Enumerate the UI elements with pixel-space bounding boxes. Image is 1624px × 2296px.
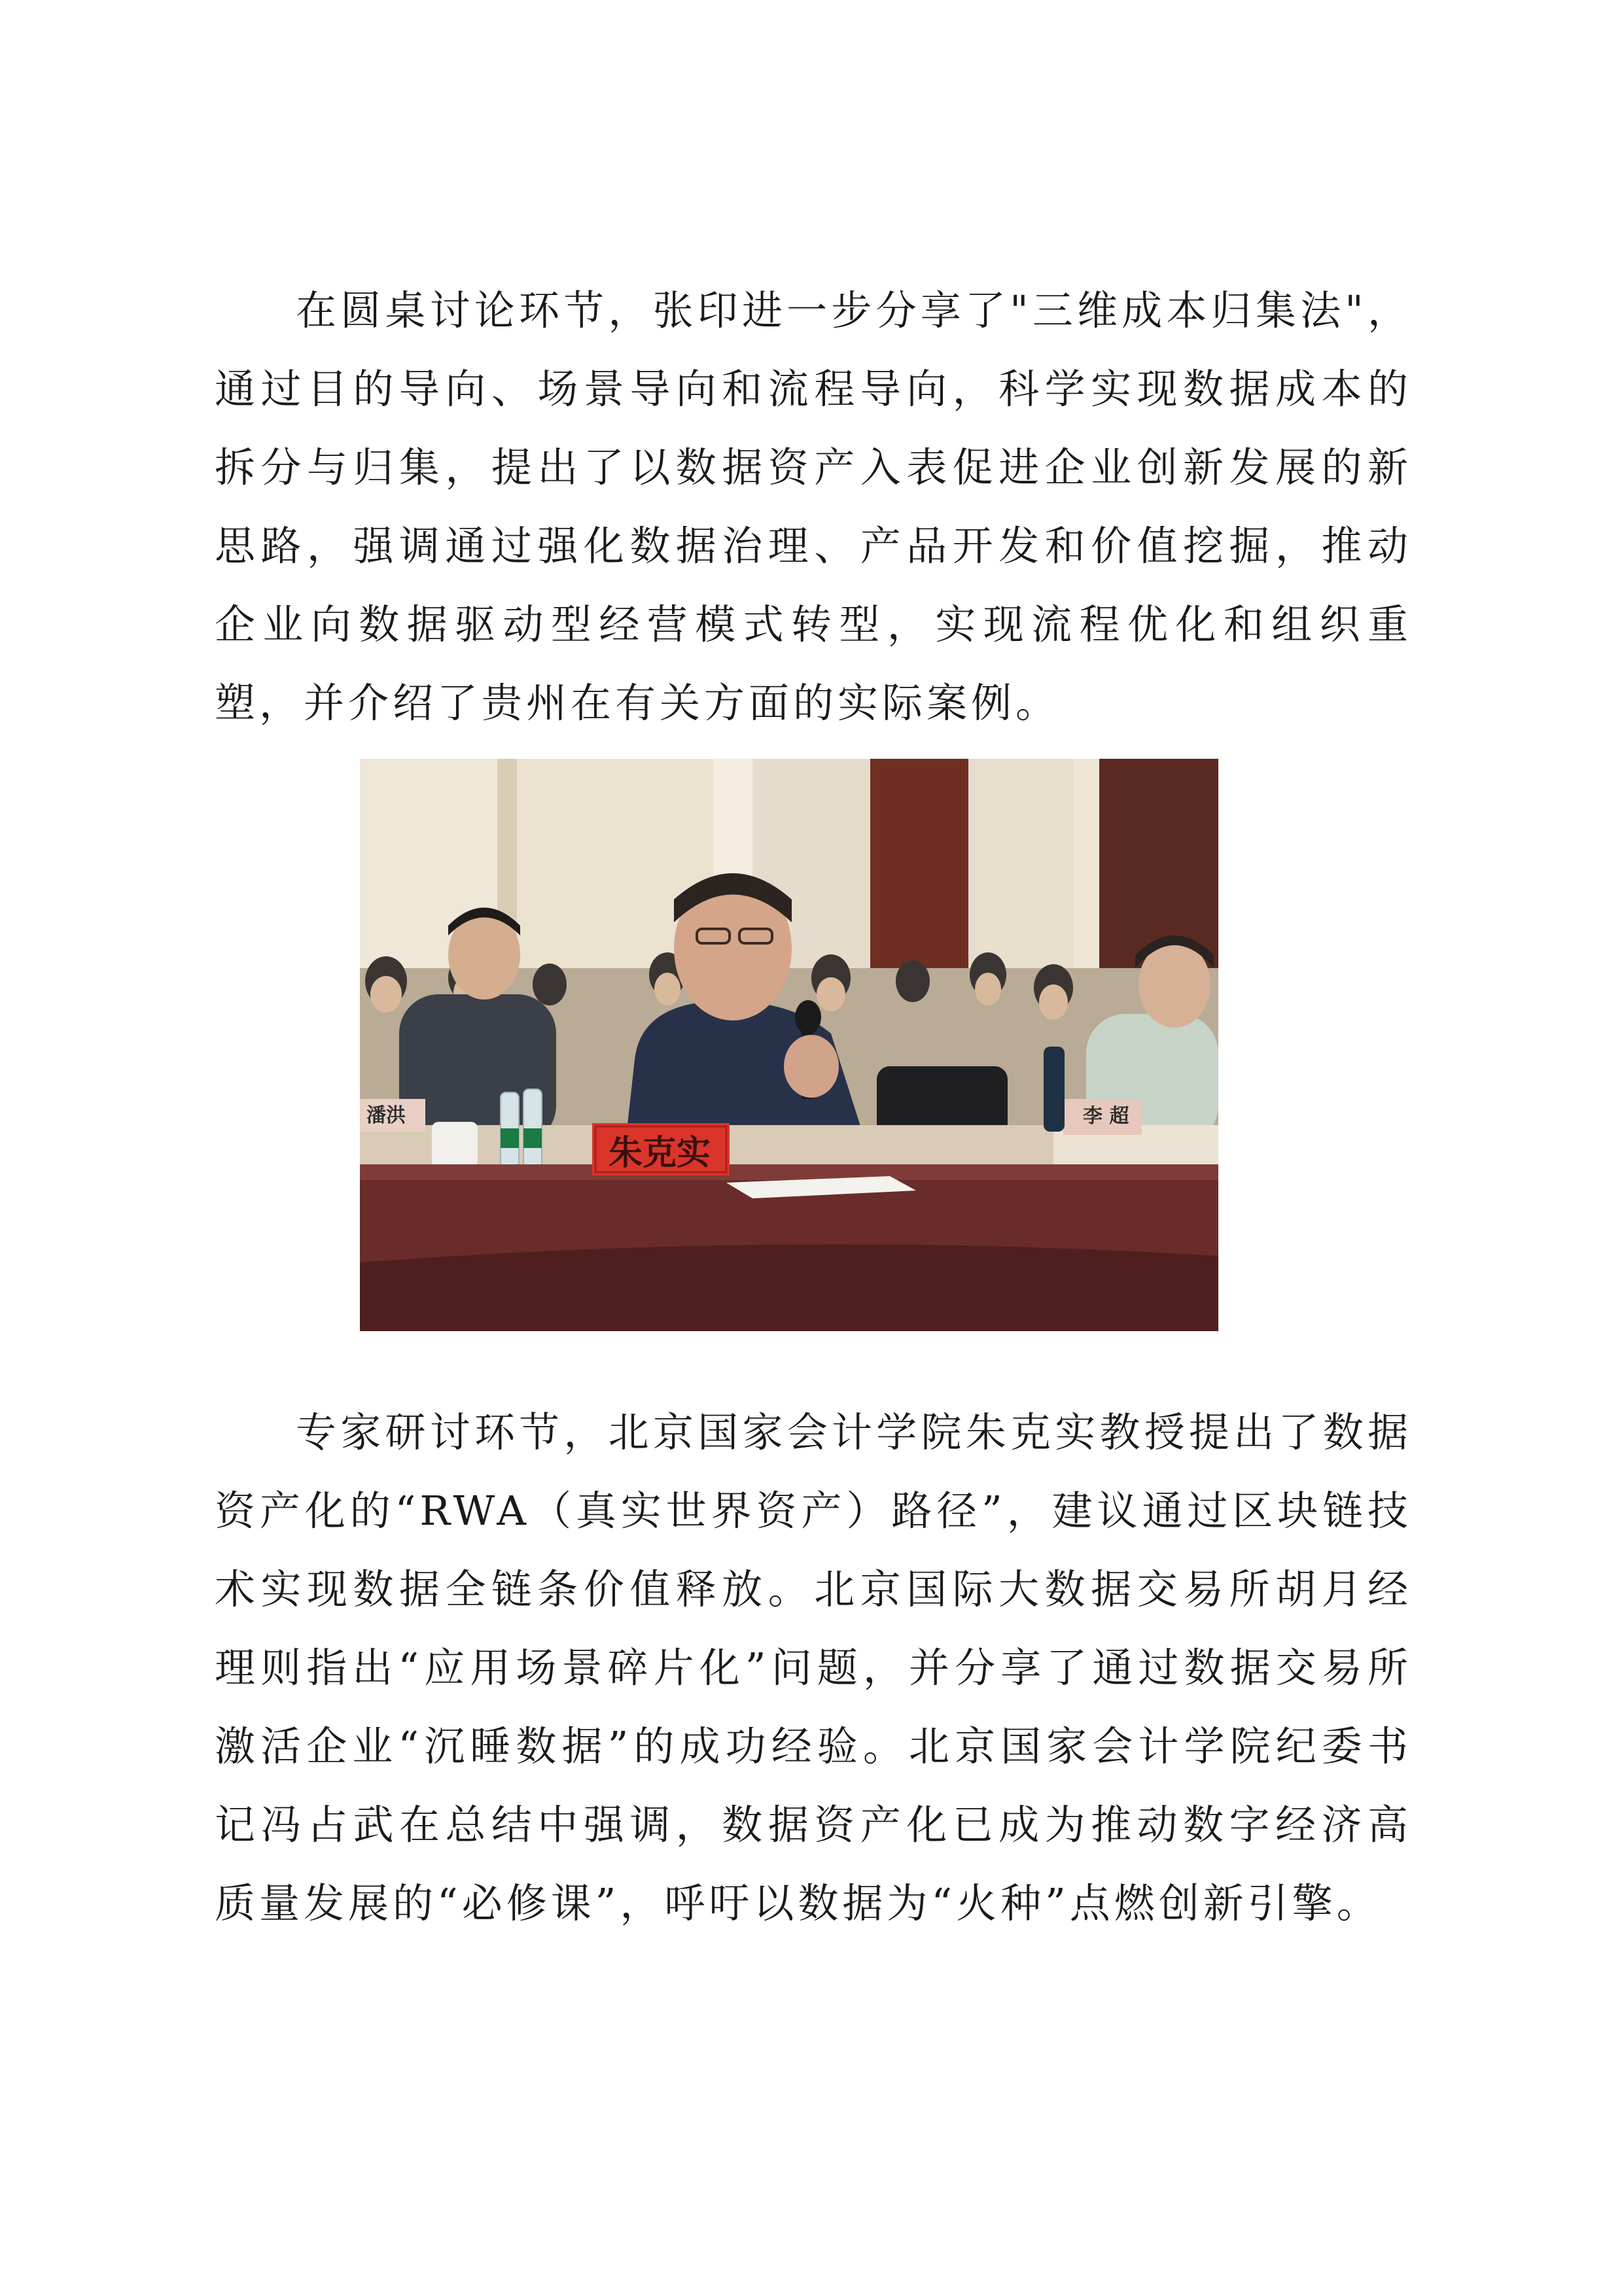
paragraph-expert-discussion: 专家研讨环节，北京国家会计学院朱克实教授提出了数据资产化的“RWA（真实世界资产）路径”，建议通过区块链技术实现数据全链条价值释放。北京国际大数据交易所胡月经理则指出“应用场景碎片化”问题，并分享了通过数据交易所激活企业“沉睡数据”的成功经验。北京国家会计学院纪委书记冯占武在总结中强调，数据资产化已成为推动数字经济高质量发展的“必修课”，呼吁以数据为“火种”点燃创新引擎。: [215, 1408, 1412, 1927]
paragraph-roundtable: 在圆桌讨论环节，张印进一步分享了"三维成本归集法"，通过目的导向、场景导向和流程导向，科学实现数据成本的拆分与归集，提出了以数据资产入表促进企业创新发展的新思路，强调通过强化数据治理、产品开发和价值挖掘，推动企业向数据驱动型经营模式转型，实现流程优化和组织重塑，并介绍了贵州在有关方面的实际案例。: [215, 287, 1412, 727]
nameplate-main: 朱克实: [609, 1133, 711, 1173]
event-photo: [360, 759, 1218, 1331]
nameplate-left: 潘洪: [366, 1104, 406, 1127]
nameplate-right: 李 超: [1083, 1105, 1129, 1128]
